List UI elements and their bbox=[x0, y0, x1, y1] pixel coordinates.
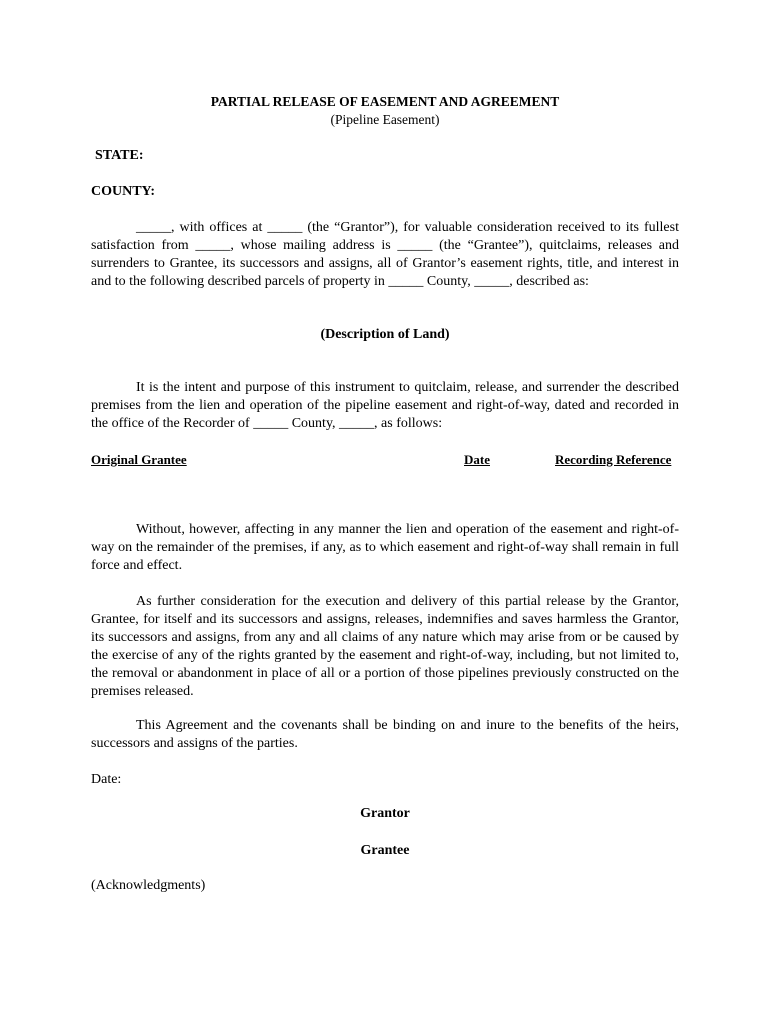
grantor-signature-label: Grantor bbox=[360, 806, 410, 821]
binding-paragraph: This Agreement and the covenants shall be binding on and inure to the benefits of the heirs, successors and assigns of the parties. bbox=[91, 718, 679, 751]
intent-paragraph: It is the intent and purpose of this instrument to quitclaim, release, and surrender the described premises from the lien and operation of the pipeline easement and right-of-way, dated and recorded in the office of the Recorder of _____ County, _____, as follows: bbox=[91, 380, 679, 431]
grant-paragraph: _____, with offices at _____ (the “Grantor”), for valuable consideration received to its fullest satisfaction from _____, whose mailing address is _____ (the “Grantee”), quitclaims, releases and surrenders to Grantee, its successors and assigns, all of Grantor’s easement rights, title, and interest in and to the following described parcels of property in _____ County, _____, described as: bbox=[91, 220, 679, 289]
column-header-date: Date bbox=[464, 452, 490, 467]
description-heading: (Description of Land) bbox=[320, 327, 450, 342]
column-header-recording-reference: Recording Reference bbox=[555, 452, 672, 467]
state-label: STATE: bbox=[95, 148, 144, 163]
remainder-paragraph: Without, however, affecting in any manner the lien and operation of the easement and right-of-way on the remainder of the premises, if any, as to which easement and right-of-way shall remain in full force and effect. bbox=[91, 522, 679, 573]
acknowledgments-label: (Acknowledgments) bbox=[91, 878, 206, 893]
grantee-signature-label: Grantee bbox=[360, 843, 410, 858]
date-label: Date: bbox=[91, 772, 122, 787]
document-subtitle: (Pipeline Easement) bbox=[330, 112, 440, 127]
county-label: COUNTY: bbox=[91, 184, 156, 199]
column-header-original-grantee: Original Grantee bbox=[91, 452, 187, 467]
indemnity-paragraph: As further consideration for the execution and delivery of this partial release by the Grantor, Grantee, for itself and its successors and assigns, releases, indemnifies and saves harmless the Grantor, its successors and assigns, from any and all claims of any nature which may arise from or be caused by the exercise of any of the rights granted by the easement and right-of-way, including, but not limited to, the removal or abandonment in place of all or a portion of those pipelines previously constructed on the premises released. bbox=[91, 594, 679, 699]
document-title: PARTIAL RELEASE OF EASEMENT AND AGREEMENT bbox=[210, 94, 560, 109]
